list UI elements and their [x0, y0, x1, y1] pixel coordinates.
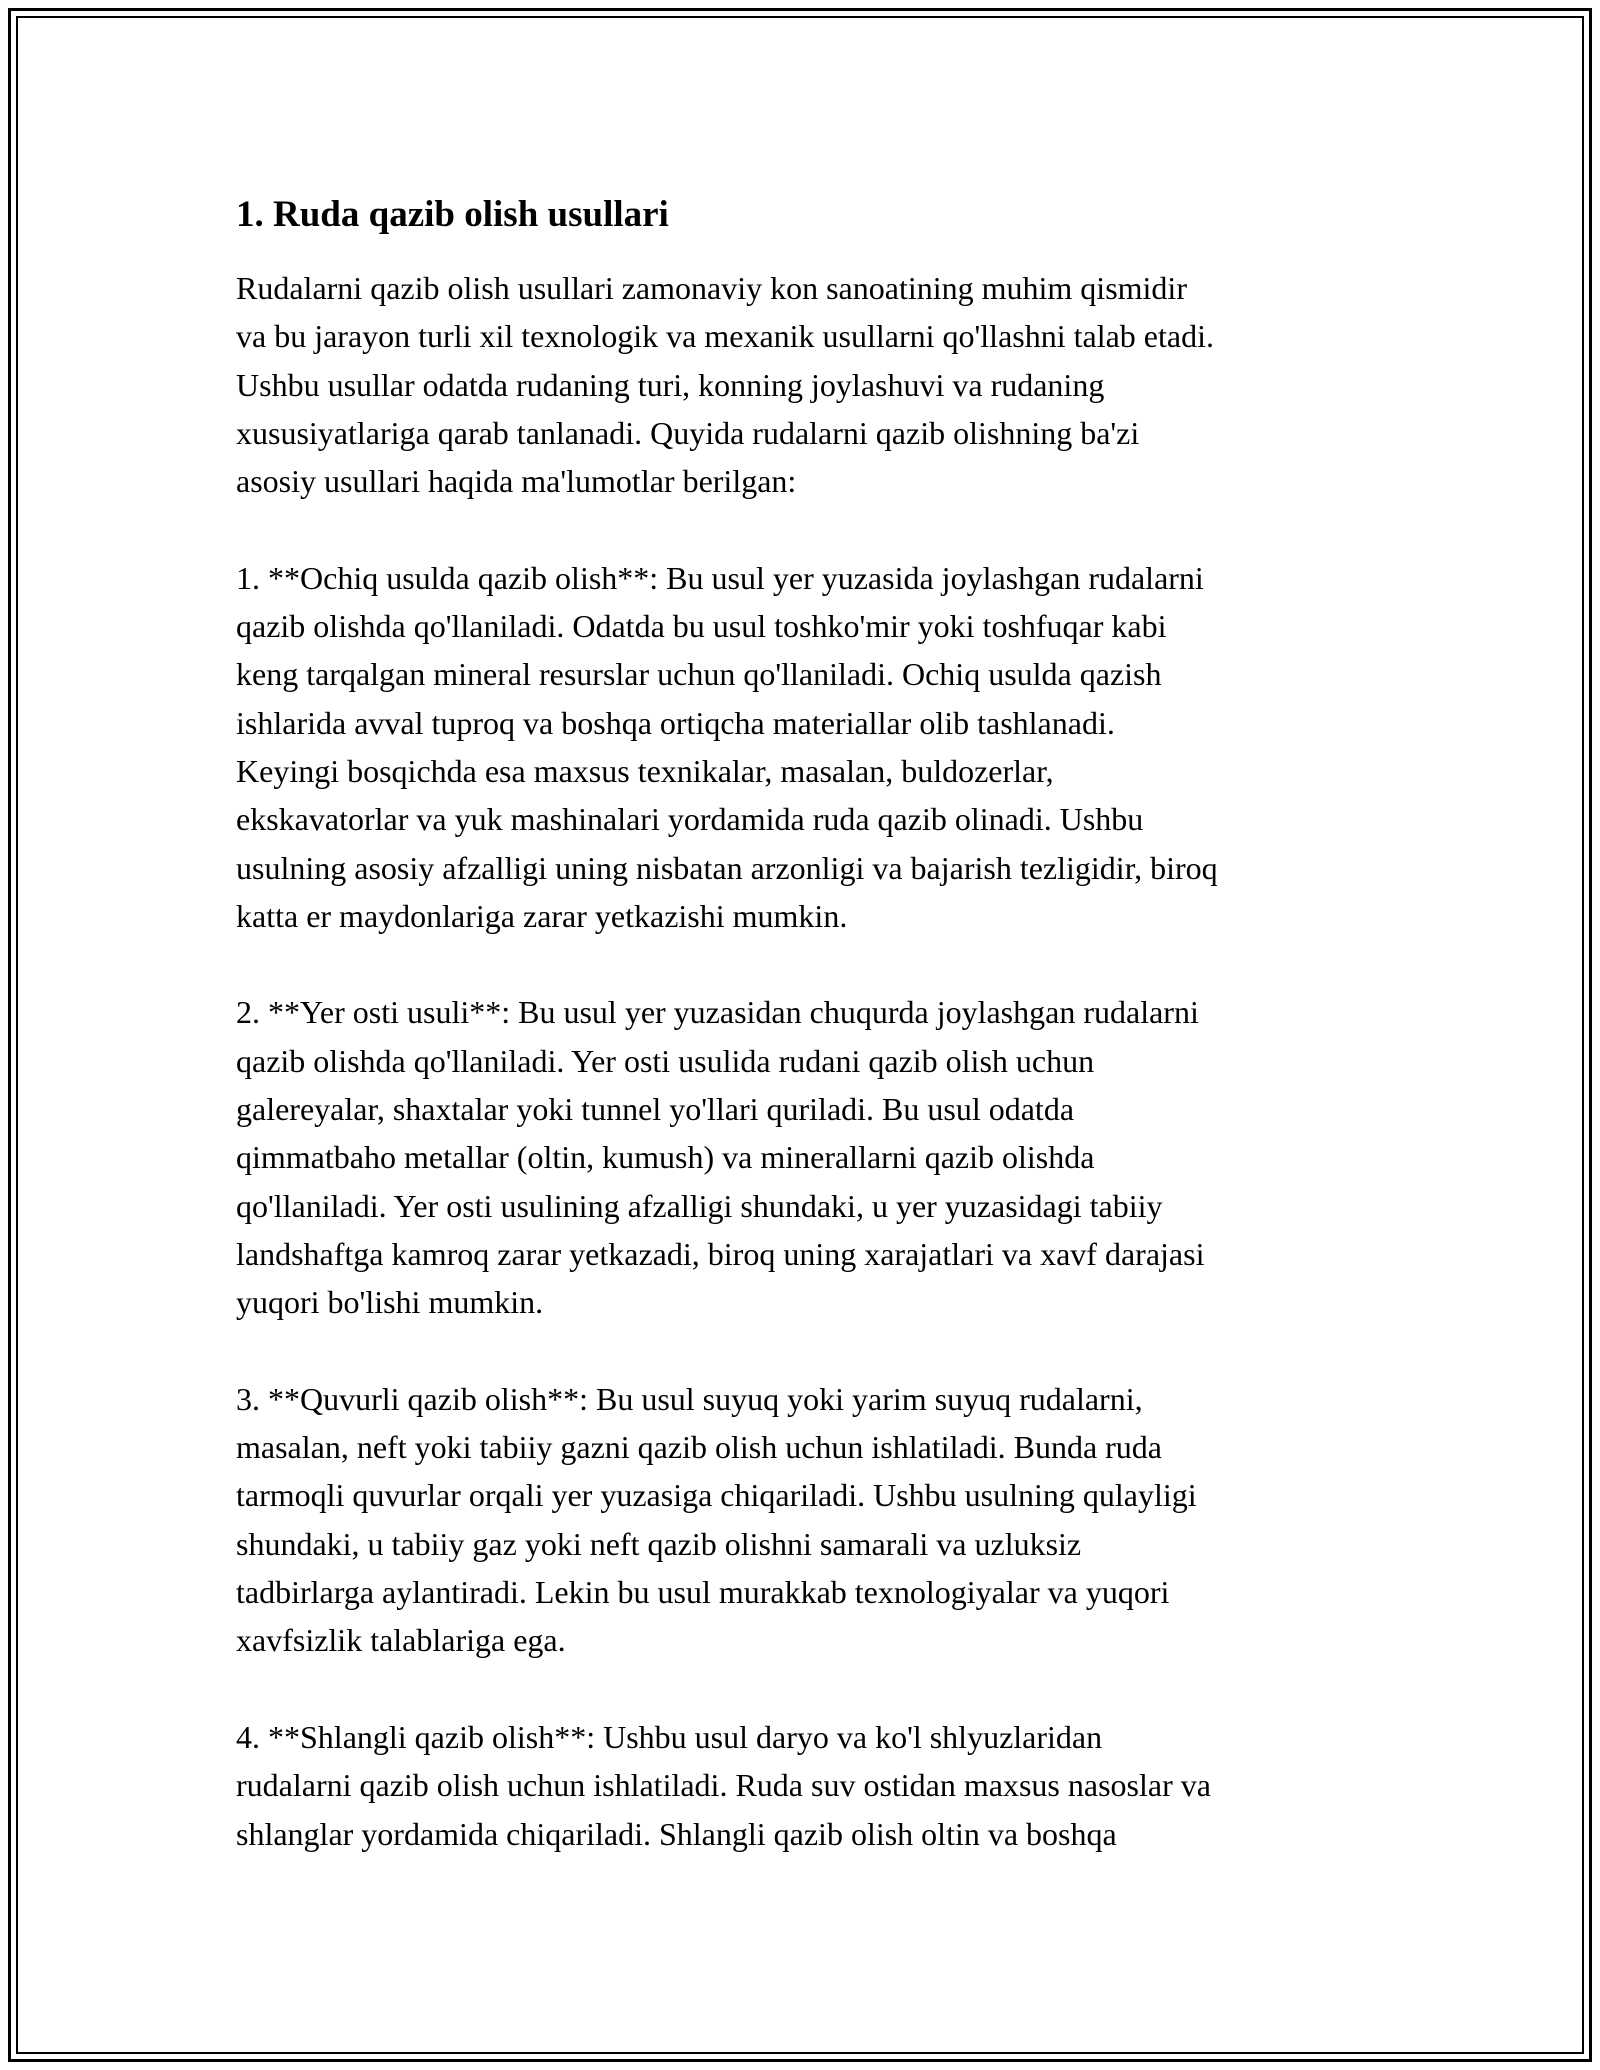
- text-line: 1. **Ochiq usulda qazib olish**: Bu usul yer yuzasida joylashgan rudalarni: [236, 559, 1204, 596]
- text-line: shundaki, u tabiiy gaz yoki neft qazib olishni samarali va uzluksiz: [236, 1525, 1082, 1562]
- text-line: qazib olishda qo'llaniladi. Yer osti usulida rudani qazib olish uchun: [236, 1042, 1095, 1079]
- text-line: yuqori bo'lishi mumkin.: [236, 1284, 544, 1321]
- paragraph-list: [236, 264, 1376, 1858]
- document-body: [236, 188, 1376, 1906]
- text-line: Ushbu usullar odatda rudaning turi, konning joylashuvi va rudaning: [236, 366, 1105, 403]
- text-line: landshaftga kamroq zarar yetkazadi, biroq uning xarajatlari va xavf darajasi: [236, 1235, 1205, 1272]
- text-line: katta er maydonlariga zarar yetkazishi mumkin.: [236, 897, 848, 934]
- text-line: Rudalarni qazib olish usullari zamonaviy kon sanoatining muhim qismidir: [236, 270, 1187, 306]
- text-line: shlanglar yordamida chiqariladi. Shlangli qazib olish oltin va boshqa: [236, 1815, 1117, 1852]
- text-line: galereyalar, shaxtalar yoki tunnel yo'llari quriladi. Bu usul odatda: [236, 1091, 1075, 1128]
- text-line: tadbirlarga aylantiradi. Lekin bu usul murakkab texnologiyalar va yuqori: [236, 1574, 1170, 1611]
- text-line: usulning asosiy afzalligi uning nisbatan arzonligi va bajarish tezligidir, biroq: [236, 849, 1218, 886]
- paragraph: [236, 1375, 1376, 1665]
- text-line: qo'llaniladi. Yer osti usulining afzalligi shundaki, u yer yuzasidagi tabiiy: [236, 1187, 1163, 1224]
- text-line: ishlarida avval tuproq va boshqa ortiqcha materiallar olib tashlanadi.: [236, 704, 1115, 741]
- text-line: qimmatbaho metallar (oltin, kumush) va minerallarni qazib olishda: [236, 1139, 1095, 1176]
- paragraph: [236, 1713, 1376, 1858]
- text-line: 3. **Quvurli qazib olish**: Bu usul suyuq yoki yarim suyuq rudalarni,: [236, 1380, 1143, 1417]
- text-line: 4. **Shlangli qazib olish**: Ushbu usul daryo va ko'l shlyuzlaridan: [236, 1718, 1103, 1755]
- paragraph: [236, 264, 1376, 505]
- text-line: rudalarni qazib olish uchun ishlatiladi. Ruda suv ostidan maxsus nasoslar va: [236, 1767, 1211, 1804]
- text-line: asosiy usullari haqida ma'lumotlar berilgan:: [236, 463, 797, 500]
- section-heading: 1. Ruda qazib olish usullari: [236, 194, 669, 235]
- text-line: keng tarqalgan mineral resurslar uchun qo'llaniladi. Ochiq usulda qazish: [236, 656, 1162, 693]
- paragraph: [236, 554, 1376, 940]
- text-line: ekskavatorlar va yuk mashinalari yordamida ruda qazib olinadi. Ushbu: [236, 801, 1144, 838]
- text-line: tarmoqli quvurlar orqali yer yuzasiga chiqariladi. Ushbu usulning qulayligi: [236, 1477, 1197, 1514]
- text-line: masalan, neft yoki tabiiy gazni qazib olish uchun ishlatiladi. Bunda ruda: [236, 1429, 1162, 1466]
- text-line: qazib olishda qo'llaniladi. Odatda bu usul toshko'mir yoki toshfuqar kabi: [236, 608, 1167, 645]
- paragraph: [236, 988, 1376, 1326]
- text-line: 2. **Yer osti usuli**: Bu usul yer yuzasidan chuqurda joylashgan rudalarni: [236, 994, 1199, 1031]
- text-line: Keyingi bosqichda esa maxsus texnikalar, masalan, buldozerlar,: [236, 752, 1054, 789]
- text-line: xavfsizlik talablariga ega.: [236, 1622, 566, 1659]
- text-line: xususiyatlariga qarab tanlanadi. Quyida rudalarni qazib olishning ba'zi: [236, 414, 1140, 451]
- text-line: va bu jarayon turli xil texnologik va mexanik usullarni qo'llashni talab etadi.: [236, 318, 1214, 355]
